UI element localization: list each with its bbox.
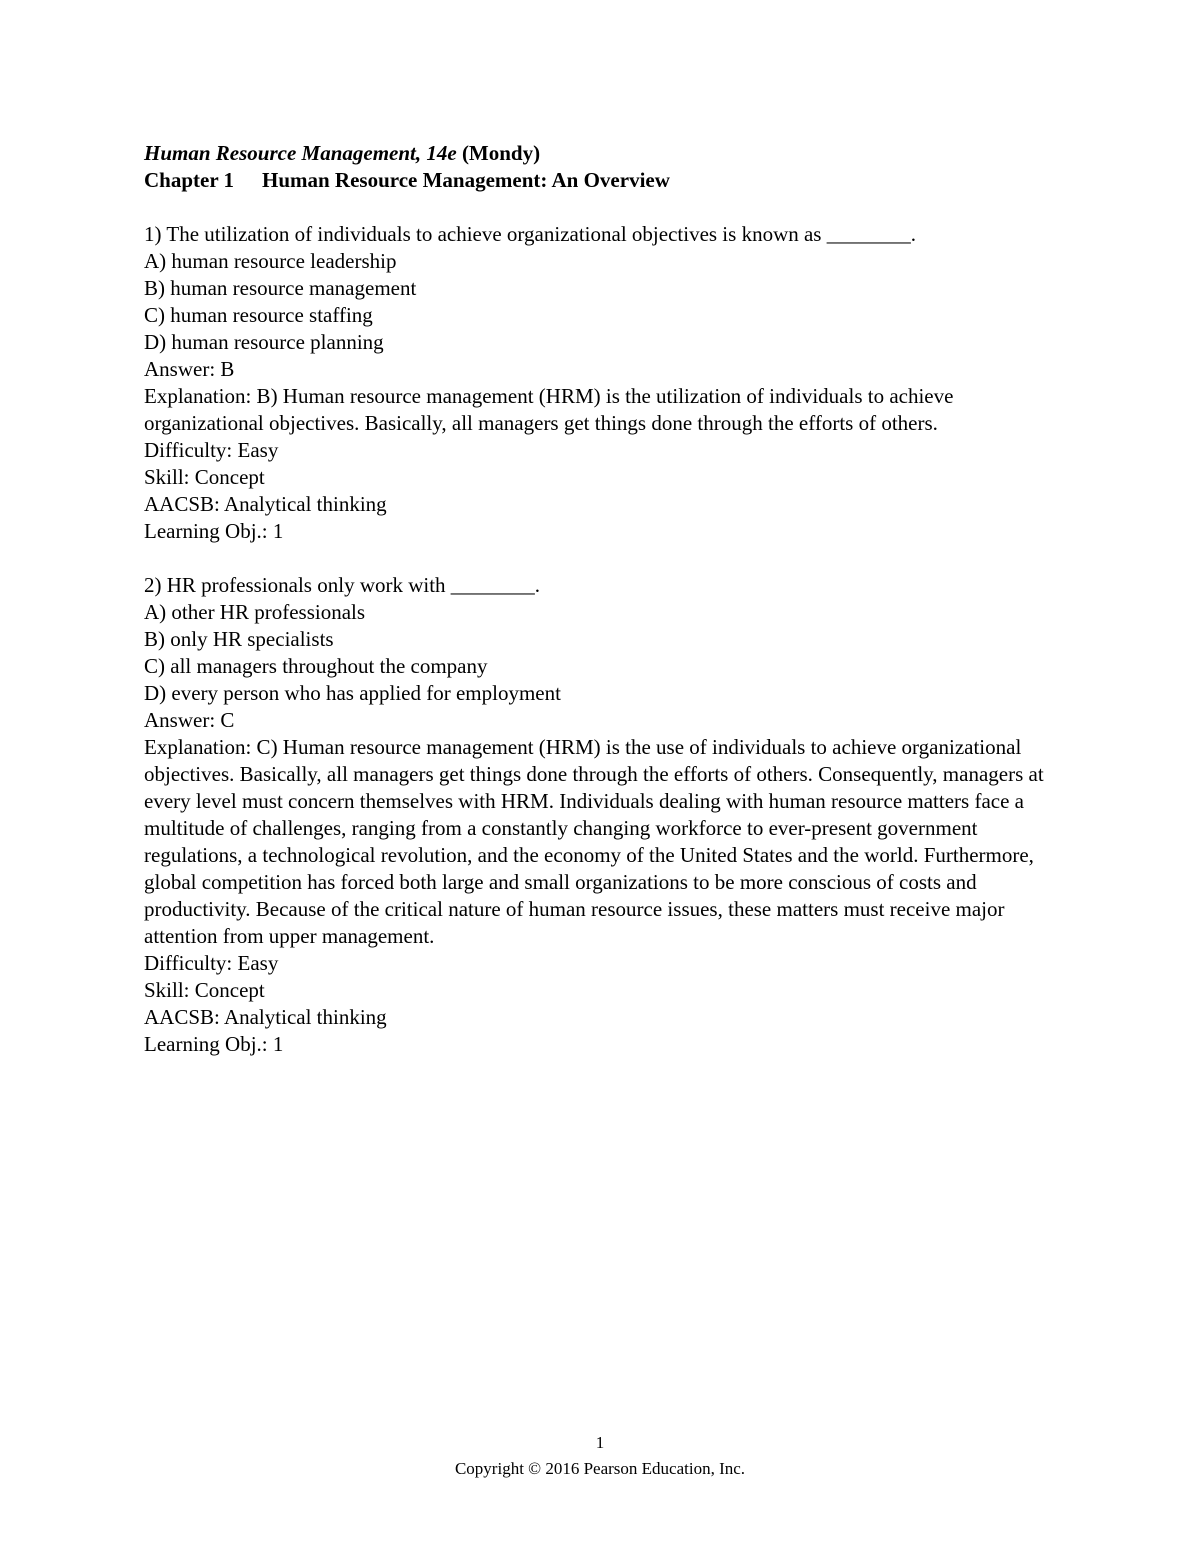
book-title-line: [144, 140, 1064, 167]
answer-option: A) human resource leadership: [144, 249, 397, 273]
answer-option: D) every person who has applied for employment: [144, 681, 561, 705]
answer-option: D) human resource planning: [144, 330, 384, 354]
skill: Skill: Concept: [144, 465, 265, 489]
book-author: (Mondy): [461, 141, 541, 165]
explanation: Explanation: C) Human resource management (HRM) is the use of individuals to achieve organizational objectives. Basically, all managers get things done through the efforts of others. Consequently, managers at every level must concern themselves with HRM. Individuals dealing with human resource matters face a multitude of challenges, ranging from a constantly changing workforce to ever-present government regulations, a technological revolution, and the economy of the United States and the world. Furthermore, global competition has forced both large and small organizations to be more conscious of costs and productivity. Because of the critical nature of human resource issues, these matters must receive major attention from upper management.: [144, 735, 1044, 948]
chapter-heading: [144, 167, 1064, 194]
answer-option: B) only HR specialists: [144, 627, 334, 651]
question-stem: 2) HR professionals only work with ________.: [144, 573, 541, 597]
answer-key: Answer: B: [144, 357, 235, 381]
difficulty: Difficulty: Easy: [144, 951, 279, 975]
answer-option: C) all managers throughout the company: [144, 654, 488, 678]
question-block: [144, 572, 1064, 1058]
spacer: [144, 545, 1064, 572]
answer-option: C) human resource staffing: [144, 303, 373, 327]
aacsb: AACSB: Analytical thinking: [144, 1005, 387, 1029]
learning-objective: Learning Obj.: 1: [144, 1032, 284, 1056]
learning-objective: Learning Obj.: 1: [144, 519, 284, 543]
difficulty: Difficulty: Easy: [144, 438, 279, 462]
answer-option: B) human resource management: [144, 276, 417, 300]
chapter-label: Chapter 1: [144, 168, 235, 192]
answer-key: Answer: C: [144, 708, 235, 732]
aacsb: AACSB: Analytical thinking: [144, 492, 387, 516]
explanation: Explanation: B) Human resource management (HRM) is the utilization of individuals to achieve organizational objectives. Basically, all managers get things done through the efforts of others.: [144, 384, 954, 435]
spacer: [144, 194, 1064, 221]
chapter-title: Human Resource Management: An Overview: [262, 168, 670, 192]
answer-option: A) other HR professionals: [144, 600, 366, 624]
copyright-notice: Copyright © 2016 Pearson Education, Inc.: [454, 1459, 746, 1478]
book-title: Human Resource Management, 14e: [144, 141, 457, 165]
document-body: [144, 140, 1064, 1058]
page-number: 1: [595, 1433, 605, 1452]
skill: Skill: Concept: [144, 978, 265, 1002]
question-block: [144, 221, 1064, 545]
question-stem: 1) The utilization of individuals to achieve organizational objectives is known as ________.: [144, 222, 916, 246]
